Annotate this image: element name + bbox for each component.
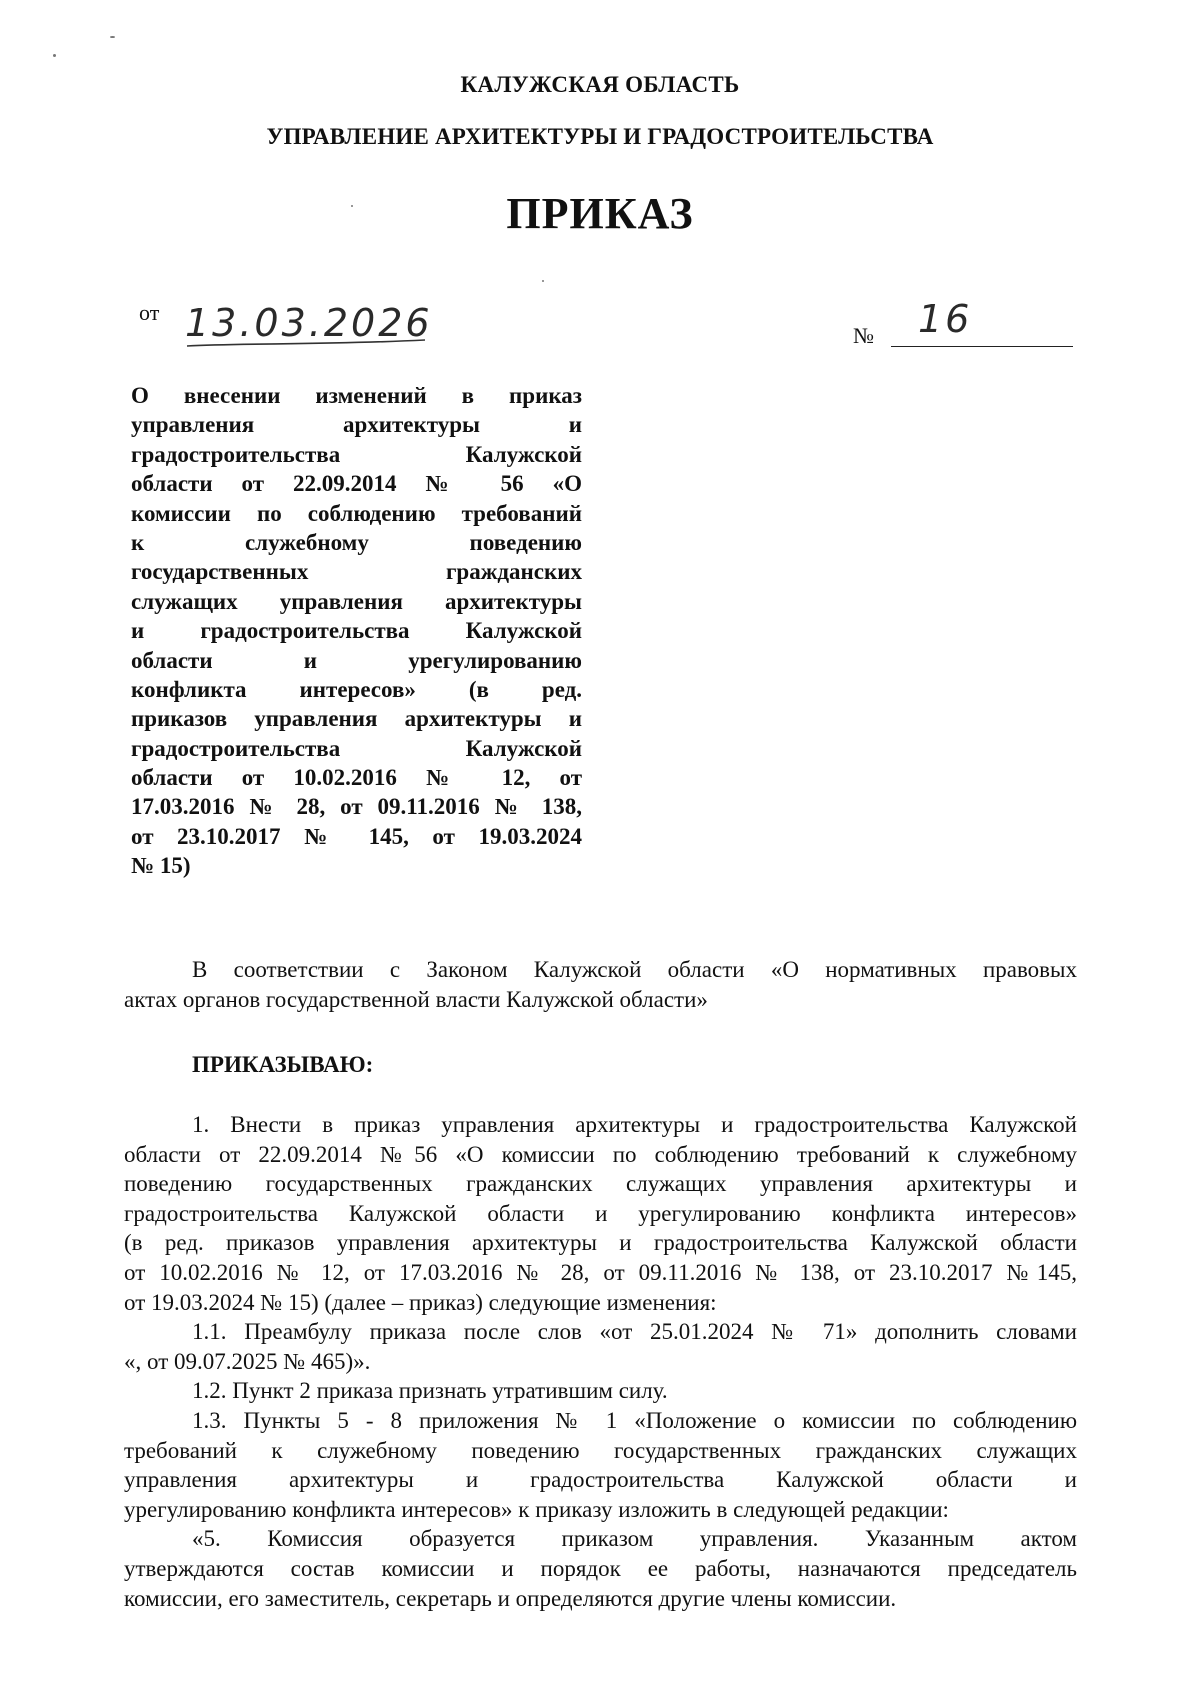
- point-line: управления архитектуры и градостроительства Калужской области и: [124, 1467, 1077, 1493]
- title-line: области и урегулированию: [131, 647, 582, 673]
- preamble-line: В соответствии с Законом Калужской области «О нормативных правовых: [192, 957, 1077, 982]
- title-line: комиссии по соблюдению требований: [131, 500, 582, 526]
- point-line: (в ред. приказов управления архитектуры и градостроительства Калужской области: [124, 1230, 1077, 1256]
- preamble-paragraph: [124, 955, 1077, 1014]
- order-points: [124, 1110, 1077, 1613]
- point-line: 1.1. Преамбулу приказа после слов «от 25.01.2024 № 71» дополнить словами: [192, 1319, 1077, 1345]
- title-line: и градостроительства Калужской: [131, 618, 582, 644]
- handwritten-date-text: 13.03.2026: [185, 301, 433, 345]
- point-line: 1.3. Пункты 5 - 8 приложения № 1 «Положение о комиссии по соблюдению: [192, 1407, 1077, 1433]
- title-line: области от 10.02.2016 № 12, от: [131, 765, 582, 791]
- point-line: комиссии, его заместитель, секретарь и определяются другие члены комиссии.: [124, 1585, 897, 1611]
- point-line: от 19.03.2024 № 15) (далее – приказ) следующие изменения:: [124, 1289, 717, 1315]
- point-line: 1.2. Пункт 2 приказа признать утратившим силу.: [192, 1378, 668, 1404]
- handwritten-number: [912, 297, 1002, 348]
- scan-speck: [542, 280, 544, 282]
- point-line: утверждаются состав комиссии и порядок ее работы, назначаются председатель: [124, 1555, 1077, 1581]
- title-line: государственных гражданских: [131, 559, 582, 585]
- point-line: «5. Комиссия образуется приказом управления. Указанным актом: [192, 1526, 1077, 1552]
- title-line: к служебному поведению: [131, 529, 582, 555]
- title-line: конфликта интересов» (в ред.: [131, 676, 582, 702]
- title-line: градостроительства Калужской: [131, 441, 582, 467]
- point-line: требований к служебному поведению государственных гражданских служащих: [124, 1437, 1077, 1463]
- point-line: от 10.02.2016 № 12, от 17.03.2016 № 28, от 09.11.2016 № 138, от 23.10.2017 №145,: [124, 1259, 1077, 1285]
- title-line: приказов управления архитектуры и: [131, 706, 582, 732]
- title-line: № 15): [131, 853, 191, 879]
- title-line: управления архитектуры и: [131, 412, 582, 438]
- preamble-line: актах органов государственной власти Калужской области»: [124, 986, 708, 1012]
- title-line: служащих управления архитектуры: [131, 588, 582, 614]
- point-line: поведению государственных гражданских служащих управления архитектуры и: [124, 1171, 1077, 1197]
- order-word: ПРИКАЗЫВАЮ:: [192, 1052, 374, 1077]
- region-heading: КАЛУЖСКАЯ ОБЛАСТЬ: [460, 72, 740, 97]
- document-title: [131, 381, 582, 881]
- title-line: от 23.10.2017 № 145, от 19.03.2024: [131, 823, 582, 849]
- title-line: 17.03.2016 № 28, от 09.11.2016 № 138,: [131, 794, 582, 820]
- handwritten-number-text: 16: [918, 297, 973, 341]
- scan-speck: [53, 54, 56, 57]
- scan-speck: [110, 36, 115, 38]
- agency-heading: УПРАВЛЕНИЕ АРХИТЕКТУРЫ И ГРАДОСТРОИТЕЛЬСТВА: [266, 124, 934, 149]
- point-line: урегулированию конфликта интересов» к приказу изложить в следующей редакции:: [124, 1496, 949, 1522]
- point-line: 1. Внести в приказ управления архитектуры и градостроительства Калужской: [192, 1112, 1077, 1137]
- number-label: №: [853, 323, 874, 348]
- point-line: «, от 09.07.2025 № 465)».: [124, 1348, 371, 1374]
- date-label: от: [139, 300, 160, 325]
- title-line: градостроительства Калужской: [131, 735, 582, 761]
- title-line: области от 22.09.2014 № 56 «О: [131, 471, 582, 497]
- document-type-heading: ПРИКАЗ: [506, 189, 694, 238]
- title-line: О внесении изменений в приказ: [131, 383, 582, 408]
- point-line: градостроительства Калужской области и урегулированию конфликта интересов»: [124, 1200, 1077, 1226]
- handwritten-date: [185, 294, 435, 350]
- point-line: области от 22.09.2014 №56 «О комиссии по соблюдению требований к служебному: [124, 1141, 1077, 1167]
